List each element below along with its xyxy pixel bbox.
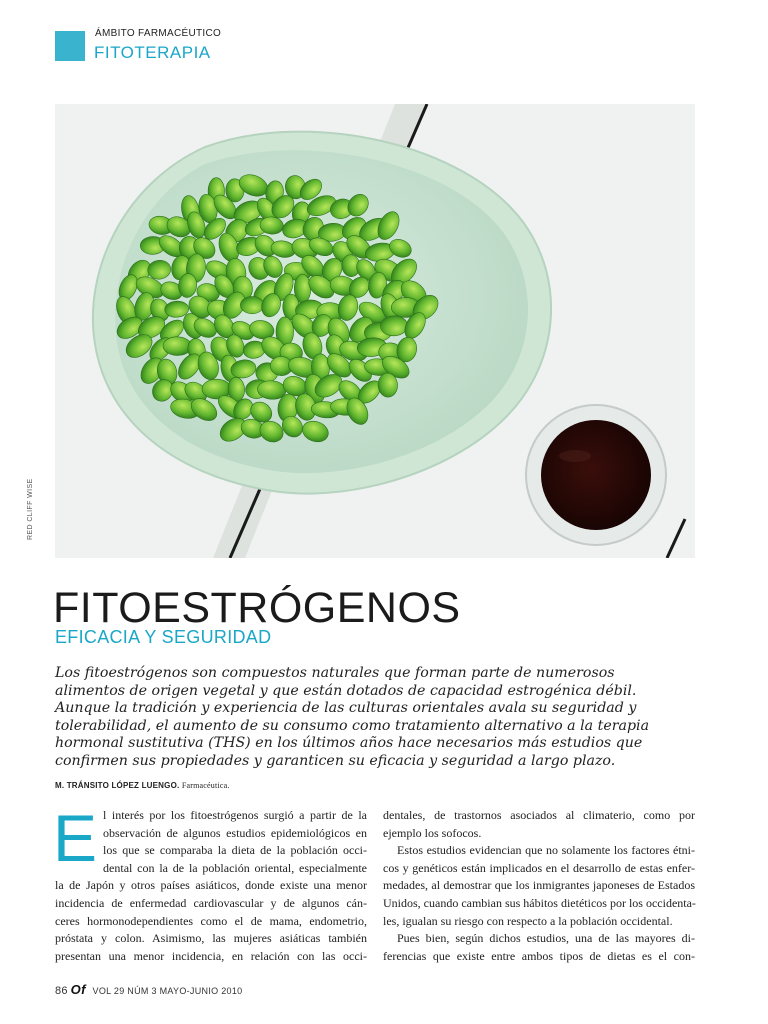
article-lead: Los fitoestrógenos son compuestos naturales que forman parte de numerosos alimentos de origen vegetal y que están dotados de capacidad estrogénica débil. Aunque la tradición y experiencia de las culturas orientales avala su seguridad y tolerabilidad, el aumento de su consumo como tratamiento alternativo a la terapia hormonal sustitutiva (THS) en los últimos años hace necesarios más estudios que confirmen sus propiedades y garanticen su eficacia y seguridad a largo plazo. xyxy=(55,665,650,769)
body-line: dental con la de la población oriental, especialmente xyxy=(103,860,367,875)
body-column-1 xyxy=(53,801,367,965)
author-role: Farmacéutica. xyxy=(181,781,230,790)
edamame-bowl-photo xyxy=(55,104,695,558)
body-line: observación de algunos estudios epidemiológicos en xyxy=(103,825,367,840)
body-line: medades, al demostrar que los inmigrantes japoneses de Estados xyxy=(383,878,695,893)
author-byline xyxy=(55,781,230,790)
body-line: Unidos, cuando cambian sus hábitos dietéticos por los occidenta- xyxy=(383,895,696,910)
article-title: FITOESTRÓGENOS xyxy=(53,584,461,632)
issue-info: VOL 29 NÚM 3 MAYO-JUNIO 2010 xyxy=(92,986,243,996)
section-color-square xyxy=(55,31,85,61)
body-line: cos y genéticos están implicados en el desarrollo de estas enfer- xyxy=(383,860,695,875)
edamame-bean xyxy=(240,297,263,314)
body-line: Pues bien, según dichos estudios, una de las mayores di- xyxy=(397,931,695,946)
body-line: ferencias que existe entre ambos tipos de dietas es el con- xyxy=(383,948,695,963)
body-line: les, igualan su riesgo con respecto a la población occidental. xyxy=(383,913,673,928)
body-line: dentales, de trastornos asociados al climaterio, como por xyxy=(383,808,695,822)
page-footer xyxy=(55,982,242,997)
drop-cap: E xyxy=(53,801,98,875)
author-name: M. TRÁNSITO LÓPEZ LUENGO. xyxy=(55,781,180,790)
section-kicker: ÁMBITO FARMACÉUTICO xyxy=(95,28,222,39)
soy-sauce-dish xyxy=(526,405,666,545)
article-subtitle: EFICACIA Y SEGURIDAD xyxy=(55,627,272,647)
body-line: l interés por los fitoestrógenos surgió a partir de la xyxy=(103,808,367,822)
body-line: presentan una menor incidencia, en relación con las occi- xyxy=(55,948,367,963)
body-line: ceres hormonodependientes como el de mama, endometrio, xyxy=(55,913,367,928)
page-number: 86 xyxy=(55,985,68,997)
magazine-logo: Of xyxy=(70,982,86,997)
body-line: la de Japón y otros países asiáticos, donde existe una menor xyxy=(55,878,367,893)
body-line: Estos estudios evidencian que no solamente los factores étni- xyxy=(397,843,695,858)
section-title: FITOTERAPIA xyxy=(94,43,211,62)
body-line: los que se comparaba la dieta de la población occi- xyxy=(103,843,367,858)
edamame-bean xyxy=(163,337,192,356)
photo-credit: RED CLIFF WISE xyxy=(27,478,34,540)
body-line: próstata y colon. Asimismo, las mujeres asiáticas también xyxy=(55,931,367,946)
body-line: incidencia de enfermedad cardiovascular y de algunos cán- xyxy=(55,895,367,910)
body-column-2 xyxy=(383,807,695,965)
body-line: ejemplo los sofocos. xyxy=(383,825,482,840)
